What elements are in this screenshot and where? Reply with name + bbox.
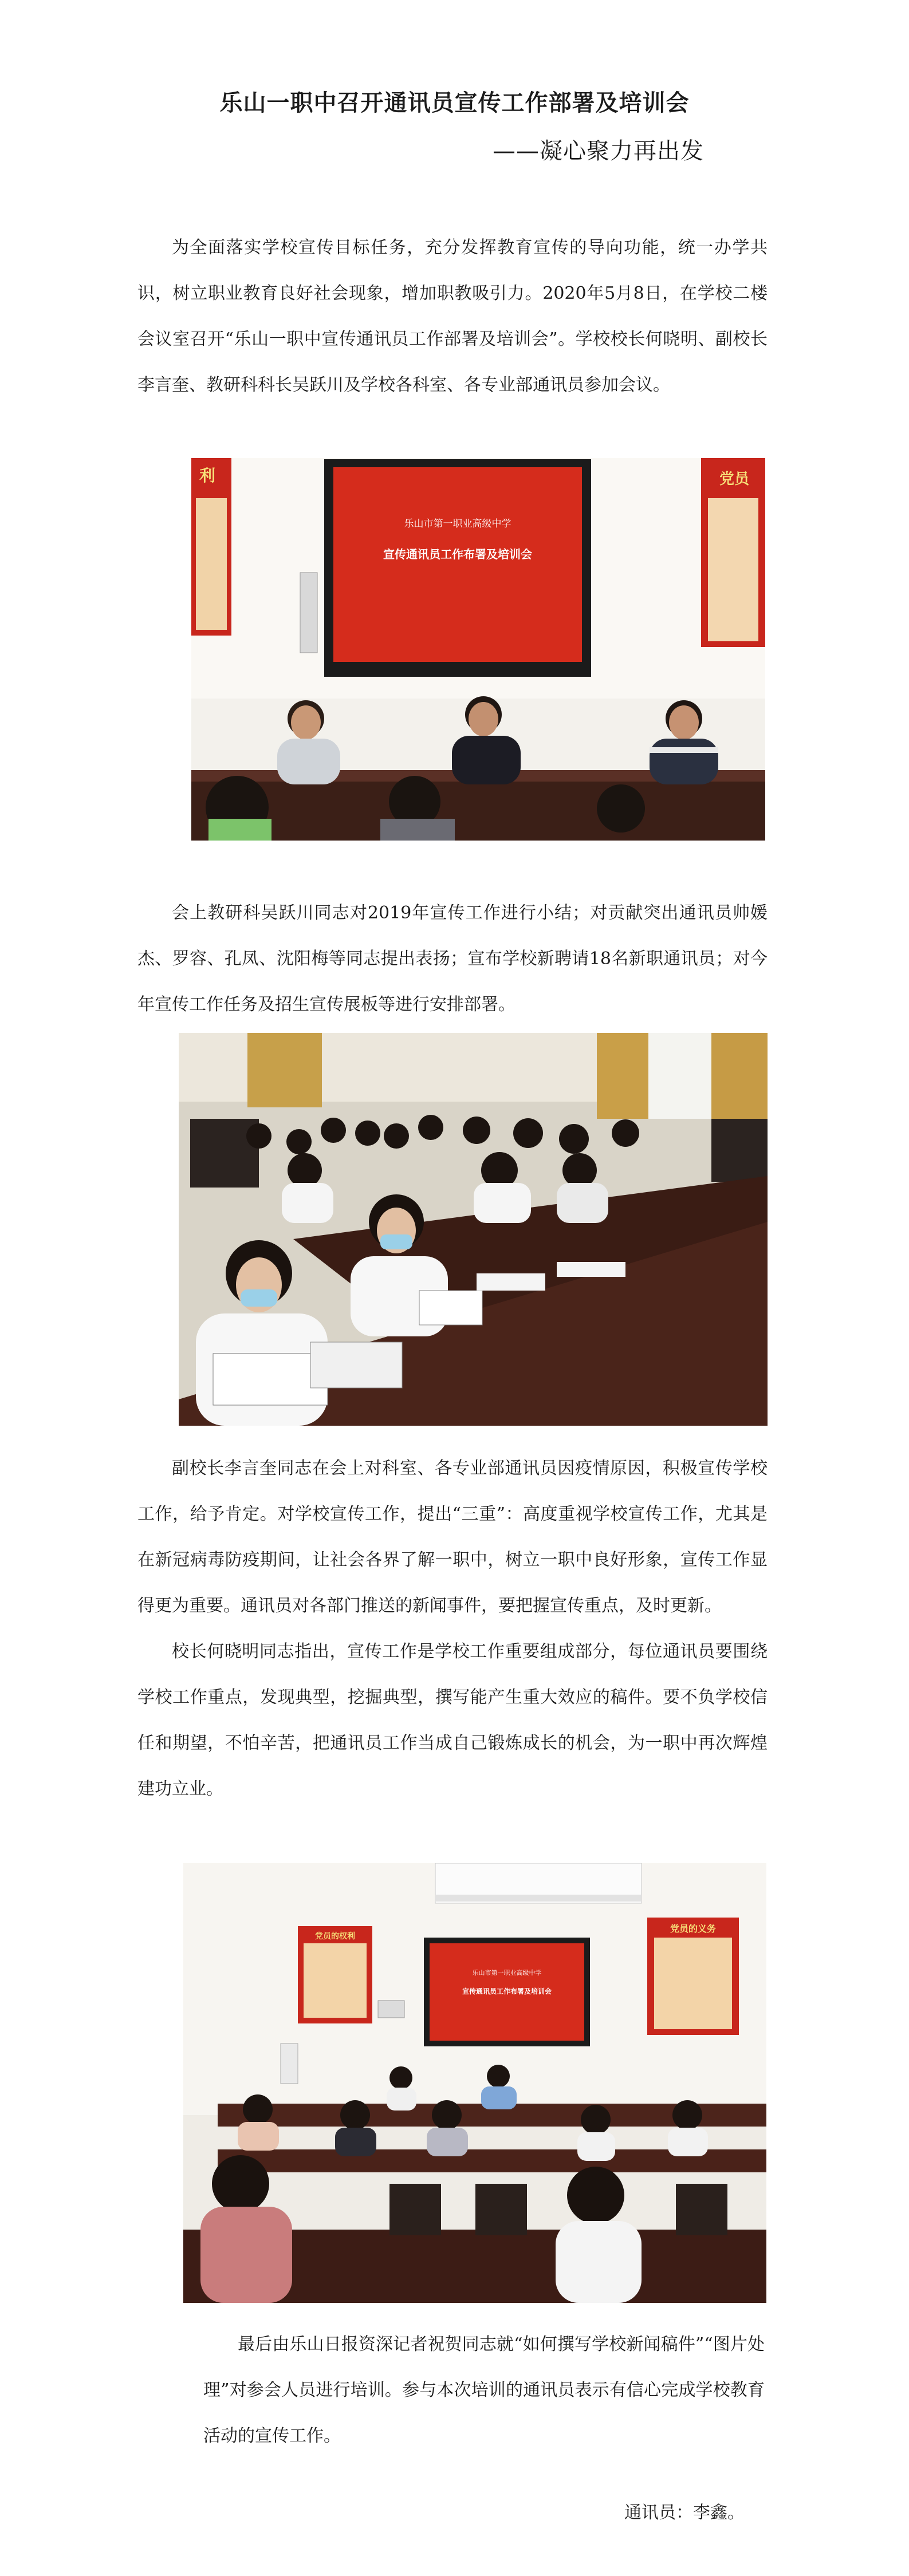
photo-conference-room (183, 1863, 766, 2303)
paragraph-training: 最后由乐山日报资深记者祝贺同志就“如何撰写学校新闻稿件”“图片处理”对参会人员进行培训。参与本次培训的通讯员表示有信心完成学校教育活动的宣传工作。 (203, 2334, 765, 2446)
photo-staff-notes (179, 1033, 768, 1426)
paragraph-vice-principal: 副校长李言奎同志在会上对科室、各专业部通讯员因疫情原因，积极宣传学校工作，给予肯定。对学校宣传工作，提出“三重”：高度重视学校宣传工作，尤其是在新冠病毒防疫期间，让社会各界了解一职中，树立一职中良好形象，宣传工作显得更为重要。通讯员对各部门推送的新闻事件，要把握宣传重点，及时更新。 (137, 1458, 768, 1616)
signature: 通讯员：李鑫。 (624, 2503, 745, 2523)
svg-text:宣传通讯员工作布署及培训会: 宣传通讯员工作布署及培训会 (462, 1987, 552, 1995)
svg-text:党员的义务: 党员的义务 (670, 1923, 717, 1934)
paragraph-principal: 校长何晓明同志指出，宣传工作是学校工作重要组成部分，每位通讯员要围绕学校工作重点，发现典型，挖掘典型，撰写能产生重大效应的稿件。要不负学校信任和期望，不怕辛苦，把通讯员工作当成自己锻炼成长的机会，为一职中再次辉煌建功立业。 (137, 1642, 768, 1799)
paragraph-summary: 会上教研科吴跃川同志对2019年宣传工作进行小结；对贡献突出通讯员帅媛杰、罗容、孔凤、沈阳梅等同志提出表扬；宣布学校新聘请18名新职通讯员；对今年宣传工作任务及招生宣传展板等进行安排部署。 (137, 903, 768, 1015)
svg-text:宣传通讯员工作布署及培训会: 宣传通讯员工作布署及培训会 (383, 547, 532, 561)
svg-text:乐山市第一职业高级中学: 乐山市第一职业高级中学 (472, 1969, 542, 1977)
svg-text:利: 利 (199, 466, 216, 485)
svg-text:党员的权利: 党员的权利 (315, 1932, 355, 1941)
svg-text:乐山市第一职业高级中学: 乐山市第一职业高级中学 (404, 518, 511, 530)
paragraph-intro: 为全面落实学校宣传目标任务，充分发挥教育宣传的导向功能，统一办学共识，树立职业教育良好社会现象，增加职教吸引力。2020年5月8日，在学校二楼会议室召开“乐山一职中宣传通讯员工作部署及培训会”。学校校长何晓明、副校长李言奎、教研科科长吴跃川及学校各科室、各专业部通讯员参加会议。 (137, 238, 768, 395)
svg-text:党员: 党员 (719, 471, 750, 488)
article-title: 乐山一职中召开通讯员宣传工作部署及培训会 (219, 90, 690, 116)
photo-meeting-leaders (191, 458, 765, 841)
article-subtitle: ——凝心聚力再出发 (493, 138, 704, 164)
